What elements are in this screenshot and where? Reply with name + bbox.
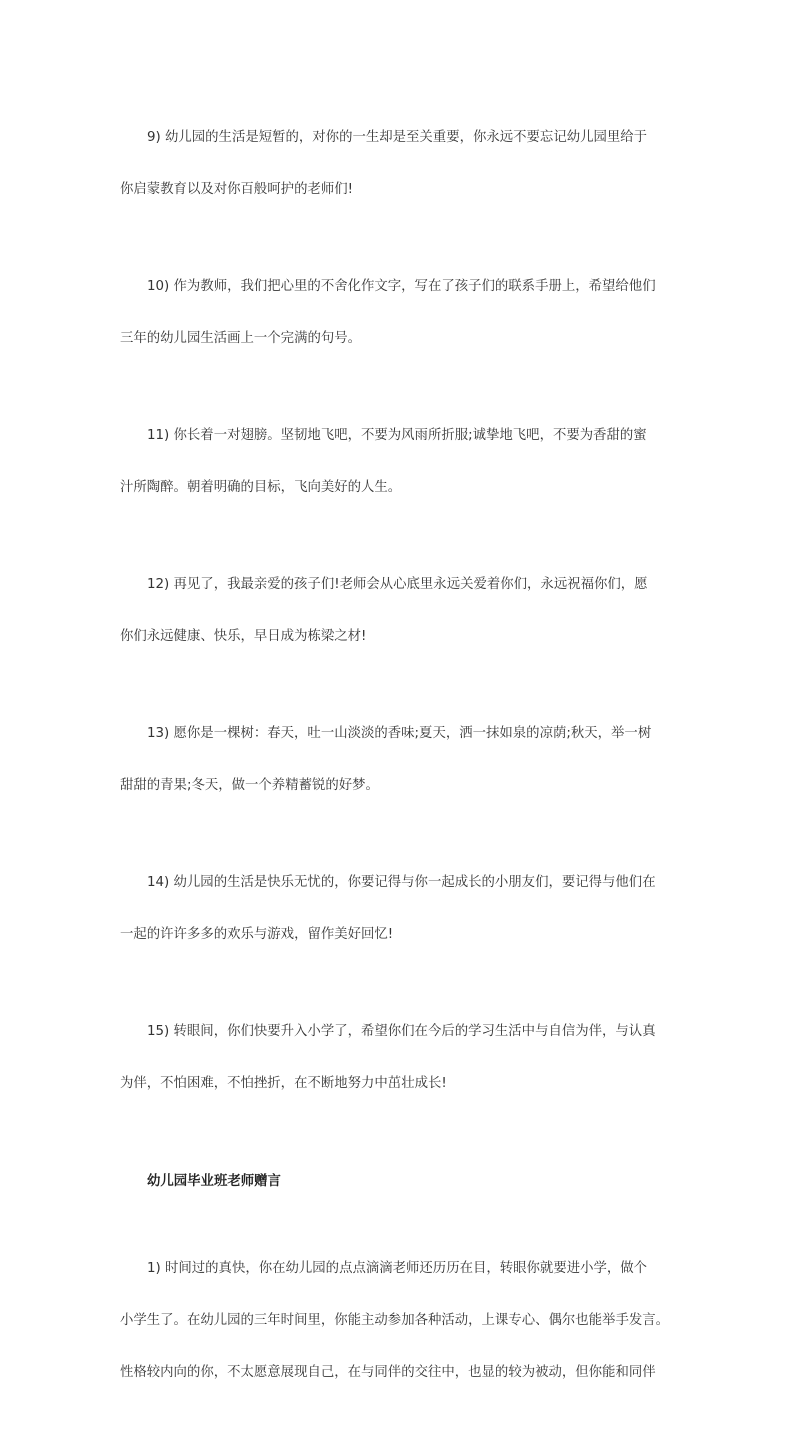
paragraph-line: 14) 幼儿园的生活是快乐无忧的，你要记得与你一起成长的小朋友们，要记得与他们在 — [147, 875, 656, 890]
paragraph-9 — [120, 112, 680, 216]
paragraph-14 — [120, 857, 680, 961]
paragraph-15 — [120, 1006, 680, 1110]
paragraph-line: 13) 愿你是一棵树：春天，吐一山淡淡的香味;夏天，洒一抹如泉的凉荫;秋天，举一树 — [147, 726, 652, 741]
paragraph-line: 你启蒙教育以及对你百般呵护的老师们! — [120, 182, 354, 197]
paragraph-10 — [120, 261, 680, 365]
paragraph-line: 三年的幼儿园生活画上一个完满的句号。 — [120, 331, 362, 346]
section-heading: 幼儿园毕业班老师赠言 — [147, 1173, 281, 1189]
paragraph-line: 为伴，不怕困难，不怕挫折，在不断地努力中茁壮成长! — [120, 1076, 447, 1091]
paragraph-line: 你们永远健康、快乐，早日成为栋梁之材! — [120, 629, 367, 644]
paragraph-line: 一起的许许多多的欢乐与游戏，留作美好回忆! — [120, 927, 394, 942]
paragraph-line: 甜甜的青果;冬天，做一个养精蓄锐的好梦。 — [120, 778, 379, 793]
paragraph-13 — [120, 708, 680, 812]
paragraph-line: 9) 幼儿园的生活是短暂的，对你的一生却是至关重要，你永远不要忘记幼儿园里给于 — [147, 130, 648, 145]
paragraph-line: 1) 时间过的真快，你在幼儿园的点点滴滴老师还历历在目，转眼你就要进小学，做个 — [147, 1261, 648, 1276]
paragraph-line: 12) 再见了，我最亲爱的孩子们!老师会从心底里永远关爱着你们，永远祝福你们，愿 — [147, 577, 648, 592]
document-body — [120, 112, 680, 1444]
paragraph-line: 10) 作为教师，我们把心里的不舍化作文字，写在了孩子们的联系手册上，希望给他们 — [147, 279, 656, 294]
paragraph-line: 小学生了。在幼儿园的三年时间里，你能主动参加各种活动，上课专心、偶尔也能举手发言。 — [120, 1313, 670, 1328]
paragraph-line: 11) 你长着一对翅膀。坚韧地飞吧，不要为风雨所折服;诚挚地飞吧，不要为香甜的蜜 — [147, 428, 647, 443]
paragraph-line: 15) 转眼间，你们快要升入小学了，希望你们在今后的学习生活中与自信为伴，与认真 — [147, 1024, 656, 1039]
paragraph-11 — [120, 410, 680, 514]
paragraph-line: 汁所陶醉。朝着明确的目标，飞向美好的人生。 — [120, 480, 402, 495]
paragraph-line: 性格较内向的你，不太愿意展现自己，在与同伴的交往中，也显的较为被动，但你能和同伴 — [120, 1365, 656, 1380]
paragraph-12 — [120, 559, 680, 663]
paragraph-final-1 — [120, 1243, 680, 1399]
